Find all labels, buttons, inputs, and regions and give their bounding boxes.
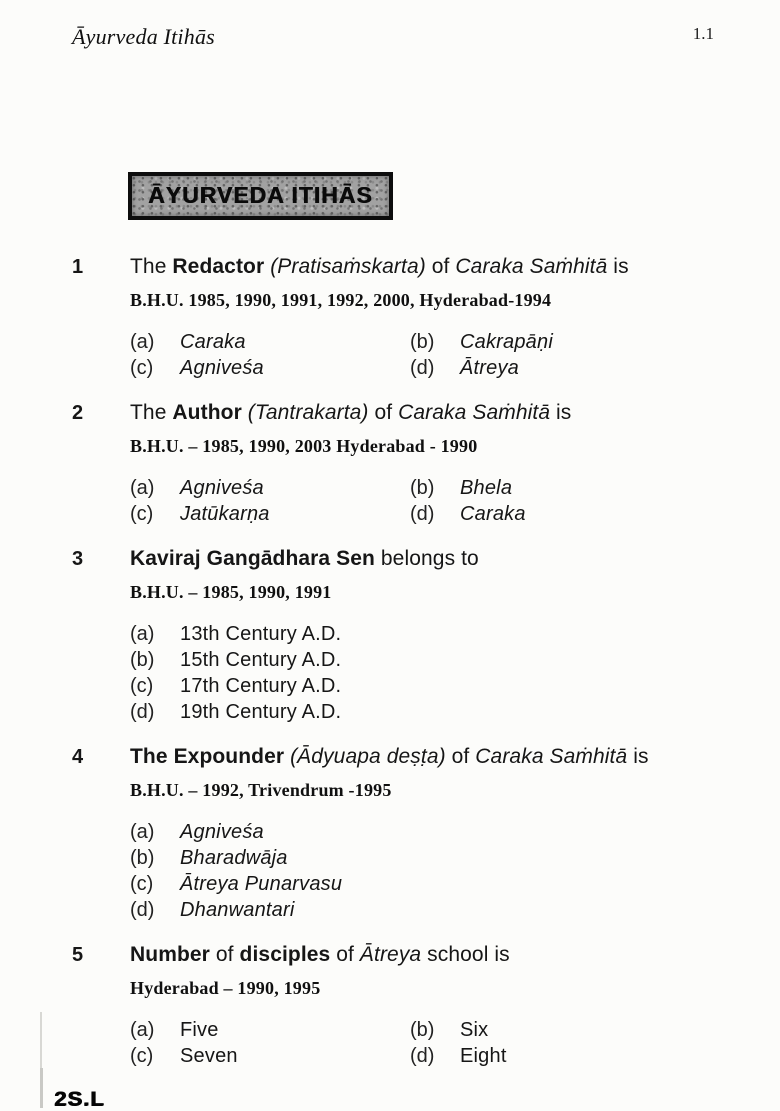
option-text: 13th Century A.D. xyxy=(180,623,342,645)
question-text xyxy=(130,940,720,970)
option-text: 15th Century A.D. xyxy=(180,649,342,671)
question-text-segment: Author xyxy=(172,401,248,424)
question-body xyxy=(130,742,720,923)
option-label: (b) xyxy=(410,477,435,499)
options-list xyxy=(130,329,720,381)
chapter-banner-title: ĀYURVEDA ITIHĀS xyxy=(148,182,373,208)
question-block xyxy=(72,544,720,725)
question-text-segment: is xyxy=(627,745,649,768)
option xyxy=(130,501,410,527)
question-text-segment: Caraka Saṁhitā xyxy=(398,401,551,424)
question-body xyxy=(130,544,720,725)
option-text: Caraka xyxy=(460,503,526,525)
question-body xyxy=(130,252,720,381)
option-label: (b) xyxy=(410,331,435,353)
option-text: Bhela xyxy=(460,477,513,499)
option-text: Agniveśa xyxy=(180,821,264,843)
option-label: (b) xyxy=(130,649,155,671)
option-label: (d) xyxy=(410,503,435,525)
scan-edge-shadow-bottom xyxy=(40,1068,43,1108)
exam-reference: B.H.U. – 1992, Trivendrum -1995 xyxy=(130,780,392,800)
question-text-segment: The xyxy=(130,255,173,278)
option xyxy=(130,673,720,699)
option xyxy=(130,475,410,501)
option-text: Dhanwantari xyxy=(180,899,295,921)
option-label: (d) xyxy=(130,899,155,921)
question-number: 3 xyxy=(72,548,84,570)
question-block xyxy=(72,398,720,527)
option xyxy=(130,871,720,897)
option xyxy=(410,501,720,527)
option xyxy=(410,1043,720,1069)
question-text-segment: of xyxy=(425,255,456,278)
question-text xyxy=(130,742,720,772)
option xyxy=(410,475,720,501)
document-title: Āyurveda Itihās xyxy=(72,24,215,49)
option-label: (c) xyxy=(130,357,154,379)
question-text-segment: (Ādyuapa deṣṭa) xyxy=(290,745,446,768)
exam-reference: Hyderabad – 1990, 1995 xyxy=(130,978,321,998)
option xyxy=(130,355,410,381)
question-text-segment: is xyxy=(607,255,629,278)
exam-reference: B.H.U. – 1985, 1990, 2003 Hyderabad - 1990 xyxy=(130,436,478,456)
option-label: (d) xyxy=(130,701,155,723)
question-text-segment: Ātreya xyxy=(359,943,422,966)
question-text-segment: is xyxy=(550,401,572,424)
option xyxy=(130,647,720,673)
option xyxy=(130,329,410,355)
option-label: (a) xyxy=(130,331,155,353)
option-label: (b) xyxy=(410,1019,435,1041)
option-text: Jatūkarṇa xyxy=(180,503,270,525)
question-text-segment: Caraka Saṁhitā xyxy=(475,745,628,768)
question-text-segment: school is xyxy=(421,943,510,966)
question-text-segment: Kaviraj Gangādhara Sen xyxy=(130,547,375,570)
question-number: 5 xyxy=(72,944,84,966)
question-body xyxy=(130,940,720,1069)
option-text: Seven xyxy=(180,1045,238,1067)
question-number: 4 xyxy=(72,746,84,768)
chapter-banner xyxy=(128,172,393,220)
option xyxy=(130,699,720,725)
option-text: Six xyxy=(460,1019,489,1041)
question-text xyxy=(130,252,720,282)
question-body xyxy=(130,398,720,527)
question-list xyxy=(72,252,720,1069)
question-text-segment: The xyxy=(130,401,173,424)
question-block xyxy=(72,940,720,1069)
options-list xyxy=(130,1017,720,1069)
question-text-segment: Number xyxy=(130,943,210,966)
question-block xyxy=(72,742,720,923)
option xyxy=(130,1017,410,1043)
option-text: 17th Century A.D. xyxy=(180,675,342,697)
footer-press-mark: 2S.L xyxy=(54,1087,105,1111)
question-block xyxy=(72,252,720,381)
question-text-segment: of xyxy=(368,401,399,424)
option xyxy=(130,1043,410,1069)
option-text: Ātreya Punarvasu xyxy=(180,873,343,895)
exam-reference: B.H.U. 1985, 1990, 1991, 1992, 2000, Hyderabad-1994 xyxy=(130,290,552,310)
option-label: (c) xyxy=(130,1045,154,1067)
question-text-segment: disciples xyxy=(239,943,331,966)
question-text xyxy=(130,544,720,574)
option-text: 19th Century A.D. xyxy=(180,701,342,723)
option-text: Five xyxy=(180,1019,219,1041)
question-text xyxy=(130,398,720,428)
option-text: Ātreya xyxy=(460,357,520,379)
question-text-segment: Caraka Saṁhitā xyxy=(455,255,608,278)
option-text: Agniveśa xyxy=(180,477,264,499)
question-text-segment: (Tantrakarta) xyxy=(247,401,369,424)
option-text: Agniveśa xyxy=(180,357,264,379)
question-text-segment: of xyxy=(330,943,360,966)
options-list xyxy=(130,819,720,923)
question-text-segment: (Pratisaṁskarta) xyxy=(270,255,426,278)
question-text-segment: of xyxy=(445,745,476,768)
option xyxy=(410,1017,720,1043)
option-label: (a) xyxy=(130,1019,155,1041)
option xyxy=(130,845,720,871)
page-number: 1.1 xyxy=(692,24,714,43)
option-label: (c) xyxy=(130,873,154,895)
option-label: (c) xyxy=(130,675,154,697)
option-label: (c) xyxy=(130,503,154,525)
option-label: (d) xyxy=(410,357,435,379)
option xyxy=(410,355,720,381)
option-label: (a) xyxy=(130,477,155,499)
option xyxy=(130,819,720,845)
option-label: (b) xyxy=(130,847,155,869)
option-text: Cakrapāṇi xyxy=(460,331,553,353)
options-list xyxy=(130,475,720,527)
question-text-segment: Redactor xyxy=(172,255,271,278)
question-text-segment: The Expounder xyxy=(130,745,291,768)
page-header xyxy=(72,24,720,54)
option xyxy=(410,329,720,355)
question-text-segment: of xyxy=(209,943,240,966)
option-label: (d) xyxy=(410,1045,435,1067)
question-number: 2 xyxy=(72,402,84,424)
option-text: Caraka xyxy=(180,331,246,353)
option-text: Bharadwāja xyxy=(180,847,288,869)
option-label: (a) xyxy=(130,821,155,843)
question-number: 1 xyxy=(72,256,84,278)
option xyxy=(130,621,720,647)
question-text-segment: belongs to xyxy=(374,547,479,570)
options-list xyxy=(130,621,720,725)
option-label: (a) xyxy=(130,623,155,645)
option-text: Eight xyxy=(460,1045,507,1067)
exam-reference: B.H.U. – 1985, 1990, 1991 xyxy=(130,582,332,602)
option xyxy=(130,897,720,923)
